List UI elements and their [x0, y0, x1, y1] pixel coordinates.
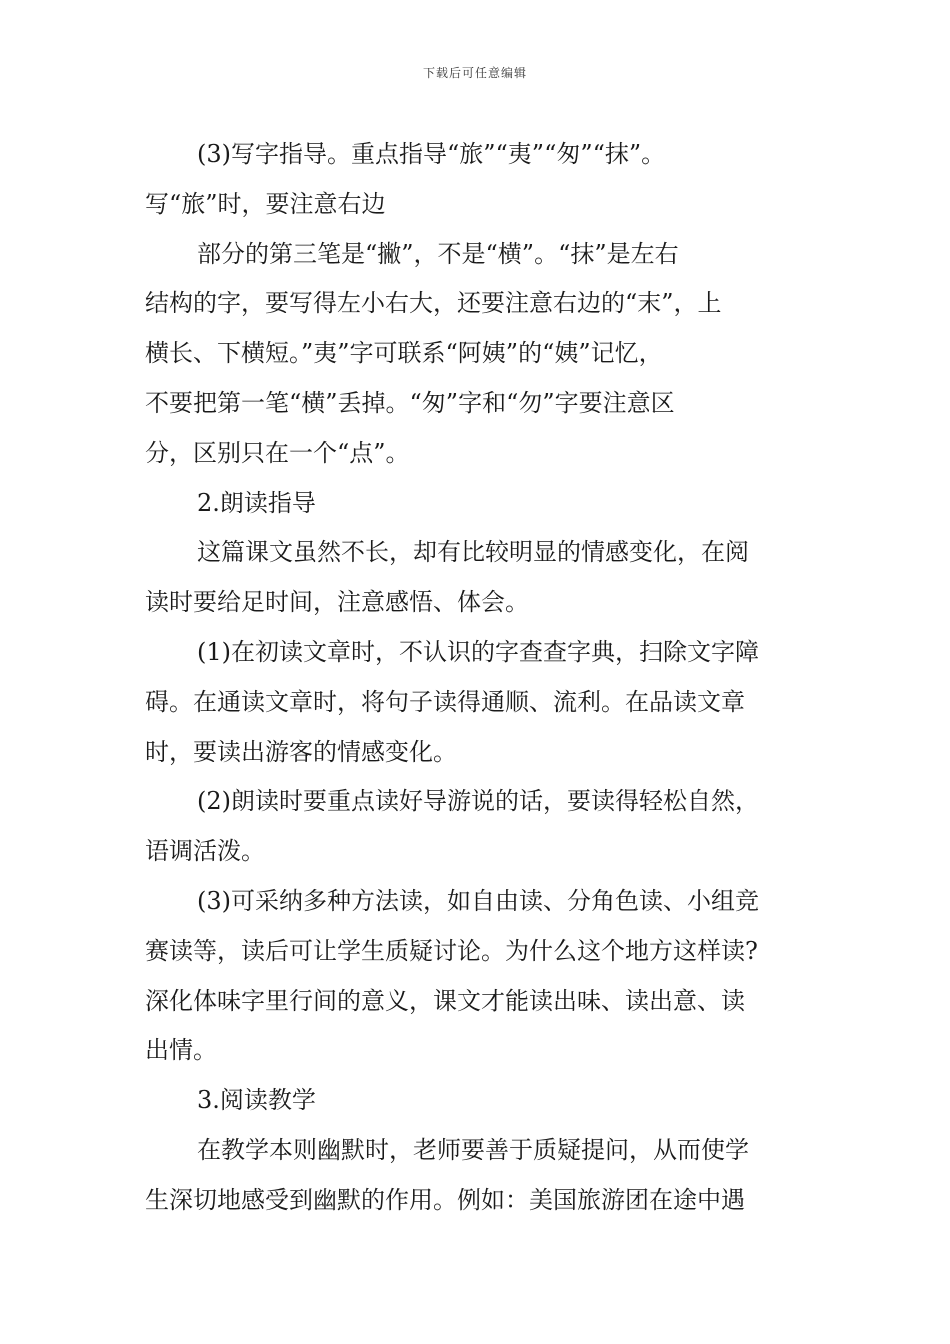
- text-line: 分，区别只在一个“点”。: [145, 438, 410, 467]
- heading-text: 2.朗读指导: [197, 488, 316, 517]
- paragraph-stroke-details: [145, 230, 807, 479]
- paragraph-humor-teaching: [145, 1126, 807, 1226]
- text-line: (1)在初读文章时，不认识的字查查字典，扫除文字障: [197, 637, 759, 666]
- text-line: 出情。: [145, 1036, 217, 1065]
- text-line: 横长、下横短。”夷”字可联系“阿姨”的“姨”记忆，: [145, 339, 663, 368]
- text-line: 部分的第三笔是“撇”，不是“横”。“抹”是左右: [197, 239, 679, 268]
- text-line: (3)可采纳多种方法读，如自由读、分角色读、小组竞: [197, 886, 759, 915]
- paragraph-reading-step-1: [145, 628, 807, 777]
- paragraph-reading-intro: [145, 528, 807, 628]
- paragraph-reading-step-2: [145, 777, 807, 877]
- document-body: [145, 130, 807, 1226]
- text-line: 碍。在通读文章时，将句子读得通顺、流利。在品读文章: [145, 687, 745, 716]
- section-heading-reading-teaching: [145, 1076, 807, 1126]
- paragraph-writing-guidance: [145, 130, 807, 230]
- text-line: 语调活泼。: [145, 837, 265, 866]
- paragraph-reading-step-3: [145, 877, 807, 1076]
- text-line: 赛读等，读后可让学生质疑讨论。为什么这个地方这样读?: [145, 936, 758, 965]
- text-line: 不要把第一笔“横”丢掉。“匆”字和“勿”字要注意区: [145, 388, 675, 417]
- text-line: 写“旅”时，要注意右边: [145, 189, 386, 218]
- text-line: 结构的字，要写得左小右大，还要注意右边的“末”，上: [145, 289, 722, 318]
- text-line: (2)朗读时要重点读好导游说的话，要读得轻松自然，: [197, 787, 759, 816]
- text-line: 这篇课文虽然不长，却有比较明显的情感变化，在阅: [197, 538, 749, 567]
- text-line: 在教学本则幽默时，老师要善于质疑提问，从而使学: [197, 1135, 749, 1164]
- text-line: 读时要给足时间，注意感悟、体会。: [145, 588, 529, 617]
- text-line: (3)写字指导。重点指导“旅”“夷”“匆”“抹”。: [197, 140, 666, 168]
- heading-text: 3.阅读教学: [197, 1086, 316, 1115]
- text-line: 时，要读出游客的情感变化。: [145, 737, 457, 766]
- text-line: 深化体味字里行间的意义，课文才能读出味、读出意、读: [145, 986, 745, 1015]
- text-line: 生深切地感受到幽默的作用。例如：美国旅游团在途中遇: [145, 1185, 745, 1214]
- section-heading-reading-guidance: [145, 479, 807, 529]
- page-header: 下载后可任意编辑: [422, 66, 527, 80]
